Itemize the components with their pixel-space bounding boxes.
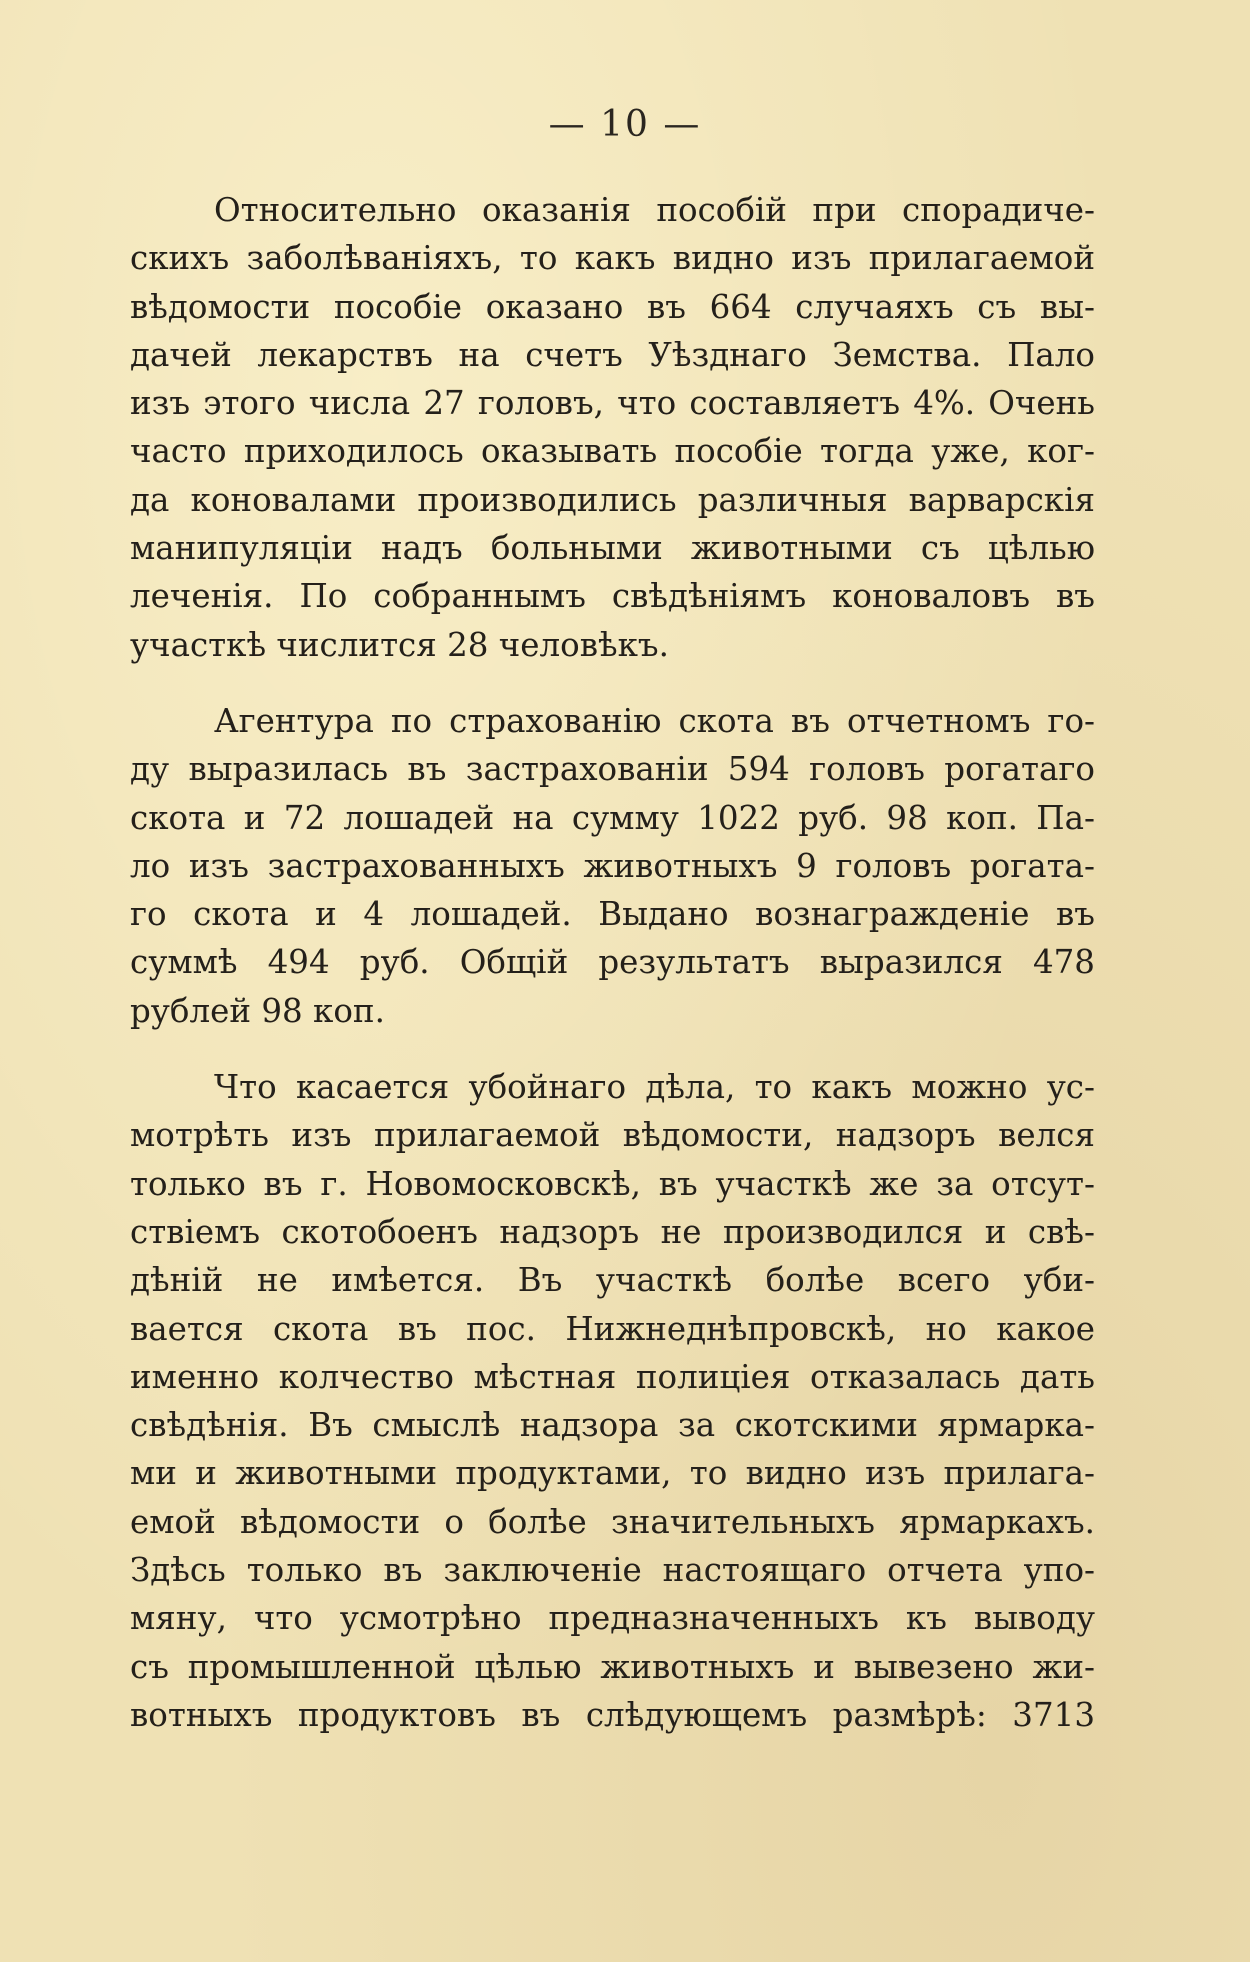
page-number: — 10 — xyxy=(548,104,702,145)
text-line: леченія. По собраннымъ свѣдѣніямъ коноваловъ въ xyxy=(130,577,1095,616)
text-line: го скота и 4 лошадей. Выдано вознагражденіе въ xyxy=(130,895,1095,934)
text-line: ду выразилась въ застрахованіи 594 головъ рогатаго xyxy=(130,750,1095,789)
text-line: дѣній не имѣется. Въ участкѣ болѣе всего уби- xyxy=(130,1261,1095,1300)
text-line: вѣдомости пособіе оказано въ 664 случаяхъ съ вы- xyxy=(130,287,1095,326)
text-line: ствіемъ скотобоенъ надзоръ не производился и свѣ- xyxy=(130,1212,1095,1251)
text-line: скихъ заболѣваніяхъ, то какъ видно изъ прилагаемой xyxy=(130,239,1095,278)
text-line: вается скота въ пос. Нижнеднѣпровскѣ, но какое xyxy=(130,1309,1095,1348)
text-line: Относительно оказанія пособій при спорадиче- xyxy=(214,191,1095,229)
text-line: изъ этого числа 27 головъ, что составляетъ 4%. Очень xyxy=(130,384,1095,423)
text-line: часто приходилось оказывать пособіе тогда уже, ког- xyxy=(130,432,1095,471)
text-line: вотныхъ продуктовъ въ слѣдующемъ размѣрѣ: 3713 xyxy=(130,1695,1095,1734)
text-line: свѣдѣнія. Въ смыслѣ надзора за скотскими ярмарка- xyxy=(130,1406,1095,1445)
text-line: манипуляціи надъ больными животными съ цѣлью xyxy=(130,529,1095,568)
text-line: именно колчество мѣстная полиціея отказалась дать xyxy=(130,1357,1095,1396)
text-line: скота и 72 лошадей на сумму 1022 руб. 98 коп. Па- xyxy=(130,798,1095,837)
text-line: ми и животными продуктами, то видно изъ прилага- xyxy=(130,1454,1095,1493)
text-line: съ промышленной цѣлью животныхъ и вывезено жи- xyxy=(130,1647,1095,1686)
text-line: Агентура по страхованію скота въ отчетномъ го- xyxy=(214,701,1095,740)
text-line: Что касается убойнаго дѣла, то какъ можно ус- xyxy=(214,1068,1095,1107)
body-text xyxy=(130,186,1095,1767)
text-line: емой вѣдомости о болѣе значительныхъ ярмаркахъ. xyxy=(130,1502,1095,1541)
text-line: дачей лекарствъ на счетъ Уѣзднаго Земства. Пало xyxy=(130,335,1095,374)
text-line: суммѣ 494 руб. Общій результатъ выразился 478 xyxy=(130,943,1095,982)
text-line: участкѣ числится 28 человѣкъ. xyxy=(130,625,669,664)
text-line: Здѣсь только въ заключеніе настоящаго отчета упо- xyxy=(130,1551,1095,1590)
text-line: да коновалами производились различныя варварскія xyxy=(130,480,1095,519)
text-line: рублей 98 коп. xyxy=(130,991,385,1030)
paragraph-slaughter xyxy=(130,1063,1095,1739)
text-line: только въ г. Новомосковскѣ, въ участкѣ же за отсут- xyxy=(130,1164,1095,1203)
paragraph-pospbia xyxy=(130,186,1095,669)
text-line: ло изъ застрахованныхъ животныхъ 9 головъ рогата- xyxy=(130,846,1095,885)
paragraph-insurance xyxy=(130,697,1095,1035)
text-line: мотрѣть изъ прилагаемой вѣдомости, надзоръ велся xyxy=(130,1116,1095,1155)
text-line: мяну, что усмотрѣно предназначенныхъ къ выводу xyxy=(130,1599,1095,1638)
